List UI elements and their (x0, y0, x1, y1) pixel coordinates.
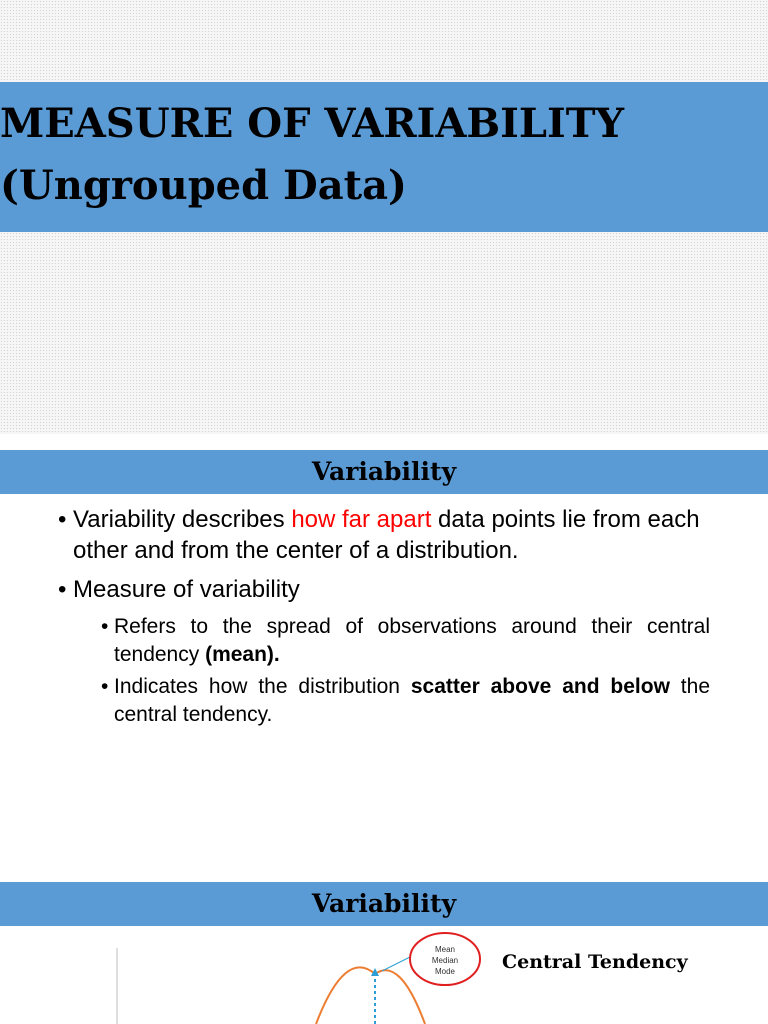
callout-label-median: Median (431, 956, 459, 965)
callout-pointer (382, 956, 412, 971)
bullet-dot: • (101, 675, 109, 698)
central-tendency-label: Central Tendency (502, 951, 688, 973)
slide-title: MEASURE OF VARIABILITY (0, 100, 625, 147)
bullet-item: • Measure of variability (58, 576, 300, 603)
slide-background-bottom (0, 232, 768, 434)
bullet-list (58, 504, 710, 733)
slide-background-top (0, 0, 768, 82)
callout-label-mean: Mean (434, 945, 456, 954)
slide-divider (0, 434, 768, 450)
highlight-text: how far apart (291, 506, 432, 533)
slide-subtitle: (Ungrouped Data) (0, 162, 407, 209)
sub-bullet-item: • Refers to the spread of observations around their central tendency (mean). (101, 615, 710, 666)
distribution-diagram (0, 926, 768, 1024)
bullet-dot: • (101, 615, 109, 638)
normal-curve (316, 967, 425, 1024)
slide-heading-variability: Variability (0, 450, 768, 494)
sub-bullet-item: • Indicates how the distribution scatter above and below the central tendency. (101, 675, 710, 726)
slide-heading-variability-2: Variability (0, 882, 768, 926)
bullet-dot: • (58, 506, 67, 533)
callout-label-mode: Mode (434, 967, 456, 976)
bullet-dot: • (58, 576, 67, 603)
bullet-item: • Variability describes how far apart data points lie from each other and from the center of a distribution. (58, 506, 700, 564)
